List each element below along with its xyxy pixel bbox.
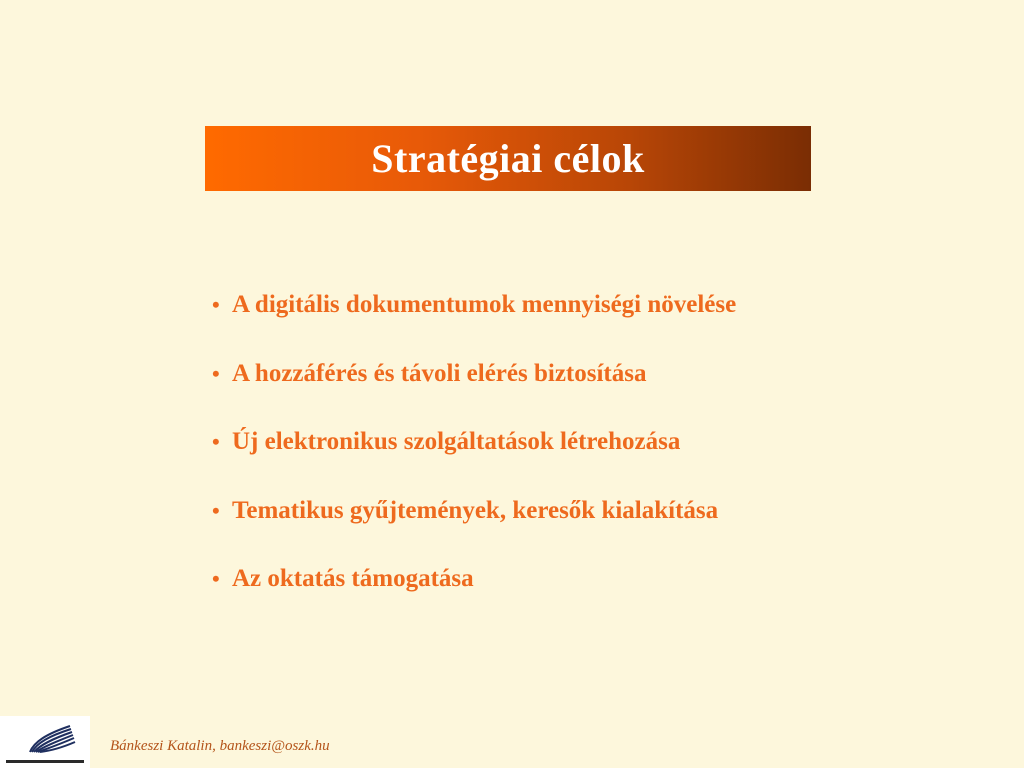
bullet-icon: • <box>212 360 220 386</box>
bullet-item <box>212 565 736 634</box>
title-banner <box>205 126 811 191</box>
footer-author: Bánkeszi Katalin, bankeszi@oszk.hu <box>110 738 330 754</box>
bullet-item <box>212 360 736 429</box>
bullet-text: Tematikus gyűjtemények, keresők kialakítása <box>232 496 719 524</box>
bullet-text: Új elektronikus szolgáltatások létrehozása <box>232 428 681 455</box>
bullet-text: Az oktatás támogatása <box>232 565 474 592</box>
bullet-item <box>212 428 736 497</box>
bullet-text: A digitális dokumentumok mennyiségi növelése <box>232 291 737 318</box>
bullet-icon: • <box>212 292 220 317</box>
bullet-text: A hozzáférés és távoli elérés biztosítása <box>232 359 647 387</box>
slide-title: Stratégiai célok <box>371 135 645 181</box>
logo-graphic <box>0 716 90 768</box>
bullet-icon: • <box>212 497 220 523</box>
bullet-icon: • <box>212 566 220 591</box>
bullet-list <box>212 291 736 634</box>
bullet-item <box>212 497 736 566</box>
national-library-logo-icon <box>0 716 90 768</box>
bullet-icon: • <box>212 429 220 454</box>
bullet-item <box>212 291 736 360</box>
